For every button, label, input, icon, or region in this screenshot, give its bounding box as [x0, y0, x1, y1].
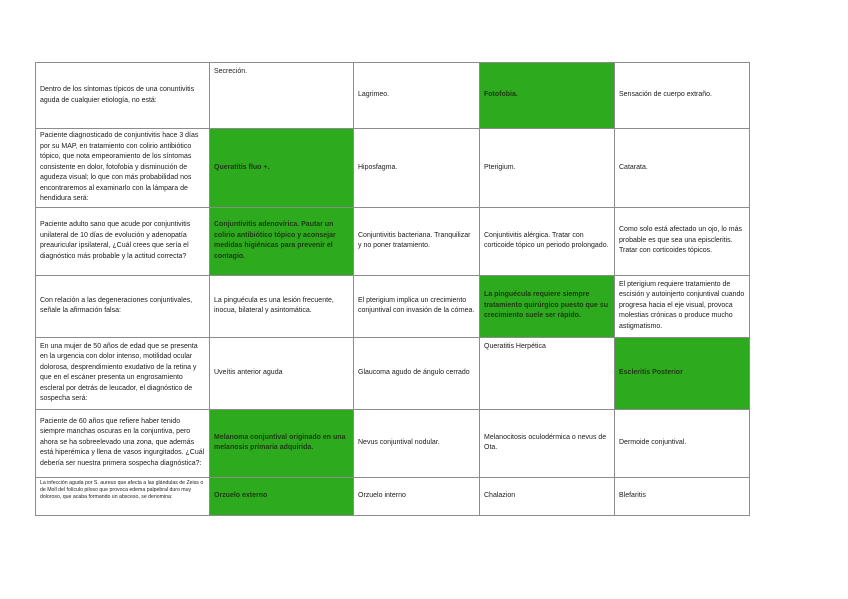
option-cell: Pterigium. — [480, 129, 615, 208]
option-cell: Lagrimeo. — [354, 63, 480, 129]
question-cell: Con relación a las degeneraciones conjuntivales, señale la afirmación falsa: — [36, 275, 210, 337]
table-row — [36, 207, 750, 275]
quiz-sheet — [35, 62, 749, 516]
option-cell: Nevus conjuntival nodular. — [354, 409, 480, 477]
question-cell: En una mujer de 50 años de edad que se presenta en la urgencia con dolor intenso, motilidad ocular dolorosa, desprendimiento exudativo de la retina y que en el escáner presenta un engrosamiento escleral por detrás de leucador, el diagnóstico de sospecha será: — [36, 337, 210, 409]
option-cell: Queratitis Herpética — [480, 337, 615, 409]
correct-option-cell: Orzuelo externo — [210, 477, 354, 515]
correct-option-cell: Conjuntivitis adenovírica. Pautar un colirio antibiótico tópico y aconsejar medidas higiénicas para prevenir el contagio. — [210, 207, 354, 275]
option-cell: Orzuelo interno — [354, 477, 480, 515]
option-cell: Blefaritis — [615, 477, 750, 515]
option-cell: Catarata. — [615, 129, 750, 208]
correct-option-cell: Queratitis fluo +. — [210, 129, 354, 208]
option-cell: La pinguécula es una lesión frecuente, inocua, bilateral y asintomática. — [210, 275, 354, 337]
quiz-table — [35, 62, 750, 516]
correct-option-cell: Fotofobia. — [480, 63, 615, 129]
option-cell: Secreción. — [210, 63, 354, 129]
question-cell: Paciente adulto sano que acude por conjuntivitis unilateral de 10 días de evolución y adenopatía preauricular ipsilateral, ¿Cuál crees que sería el diagnóstico más probable y la actitud correcta? — [36, 207, 210, 275]
option-cell: Sensación de cuerpo extraño. — [615, 63, 750, 129]
correct-option-cell: Escleritis Posterior — [615, 337, 750, 409]
table-row — [36, 409, 750, 477]
question-cell: Paciente de 60 años que refiere haber tenido siempre manchas oscuras en la conjuntiva, pero ahora se ha sobreelevado una zona, que además está hiperémica y llena de vasos ingurgitados. ¿Cuál debería ser nuestra primera sospecha diagnóstica?: — [36, 409, 210, 477]
correct-option-cell: Melanoma conjuntival originado en una melanosis primaria adquirida. — [210, 409, 354, 477]
option-cell: Conjuntivitis alérgica. Tratar con corticoide tópico un periodo prolongado. — [480, 207, 615, 275]
option-cell: Melanocitosis oculodérmica o nevus de Ota. — [480, 409, 615, 477]
option-cell: Conjuntivitis bacteriana. Tranquilizar y no poner tratamiento. — [354, 207, 480, 275]
question-cell: La infección aguda por S. aureus que afecta a las glándulas de Zeiss o de Moll del folículo piloso que provoca edema palpebral duro muy doloroso, que acaba formando un absceso, se denomina: — [36, 477, 210, 515]
table-row — [36, 63, 750, 129]
option-cell: El pterigium implica un crecimiento conjuntival con invasión de la córnea. — [354, 275, 480, 337]
question-cell: Dentro de los síntomas típicos de una conuntivitis aguda de cualquier etiología, no está: — [36, 63, 210, 129]
option-cell: Uveítis anterior aguda — [210, 337, 354, 409]
table-row — [36, 477, 750, 515]
option-cell: El pterigium requiere tratamiento de escisión y autoinjerto conjuntival cuando progresa hacia el eje visual, provoca molestias crónicas o produce mucho astigmatismo. — [615, 275, 750, 337]
option-cell: Glaucoma agudo de ángulo cerrado — [354, 337, 480, 409]
table-row — [36, 275, 750, 337]
option-cell: Chalazion — [480, 477, 615, 515]
question-cell: Paciente diagnosticado de conjuntivitis hace 3 días por su MAP, en tratamiento con colirio antibiótico tópico, que nota empeoramiento de los síntomas consistente en dolor, fotofobia y disminución de agudeza visual; lo que con más probabilidad nos encontraremos al examinarlo con la lámpara de hendidura será: — [36, 129, 210, 208]
option-cell: Como solo está afectado un ojo, lo más probable es que sea una episcleritis. Tratar con corticoides tópicos. — [615, 207, 750, 275]
table-row — [36, 129, 750, 208]
correct-option-cell: La pinguécula requiere siempre tratamiento quirúrgico puesto que su crecimiento suele ser rápido. — [480, 275, 615, 337]
option-cell: Hiposfagma. — [354, 129, 480, 208]
table-row — [36, 337, 750, 409]
option-cell: Dermoide conjuntival. — [615, 409, 750, 477]
